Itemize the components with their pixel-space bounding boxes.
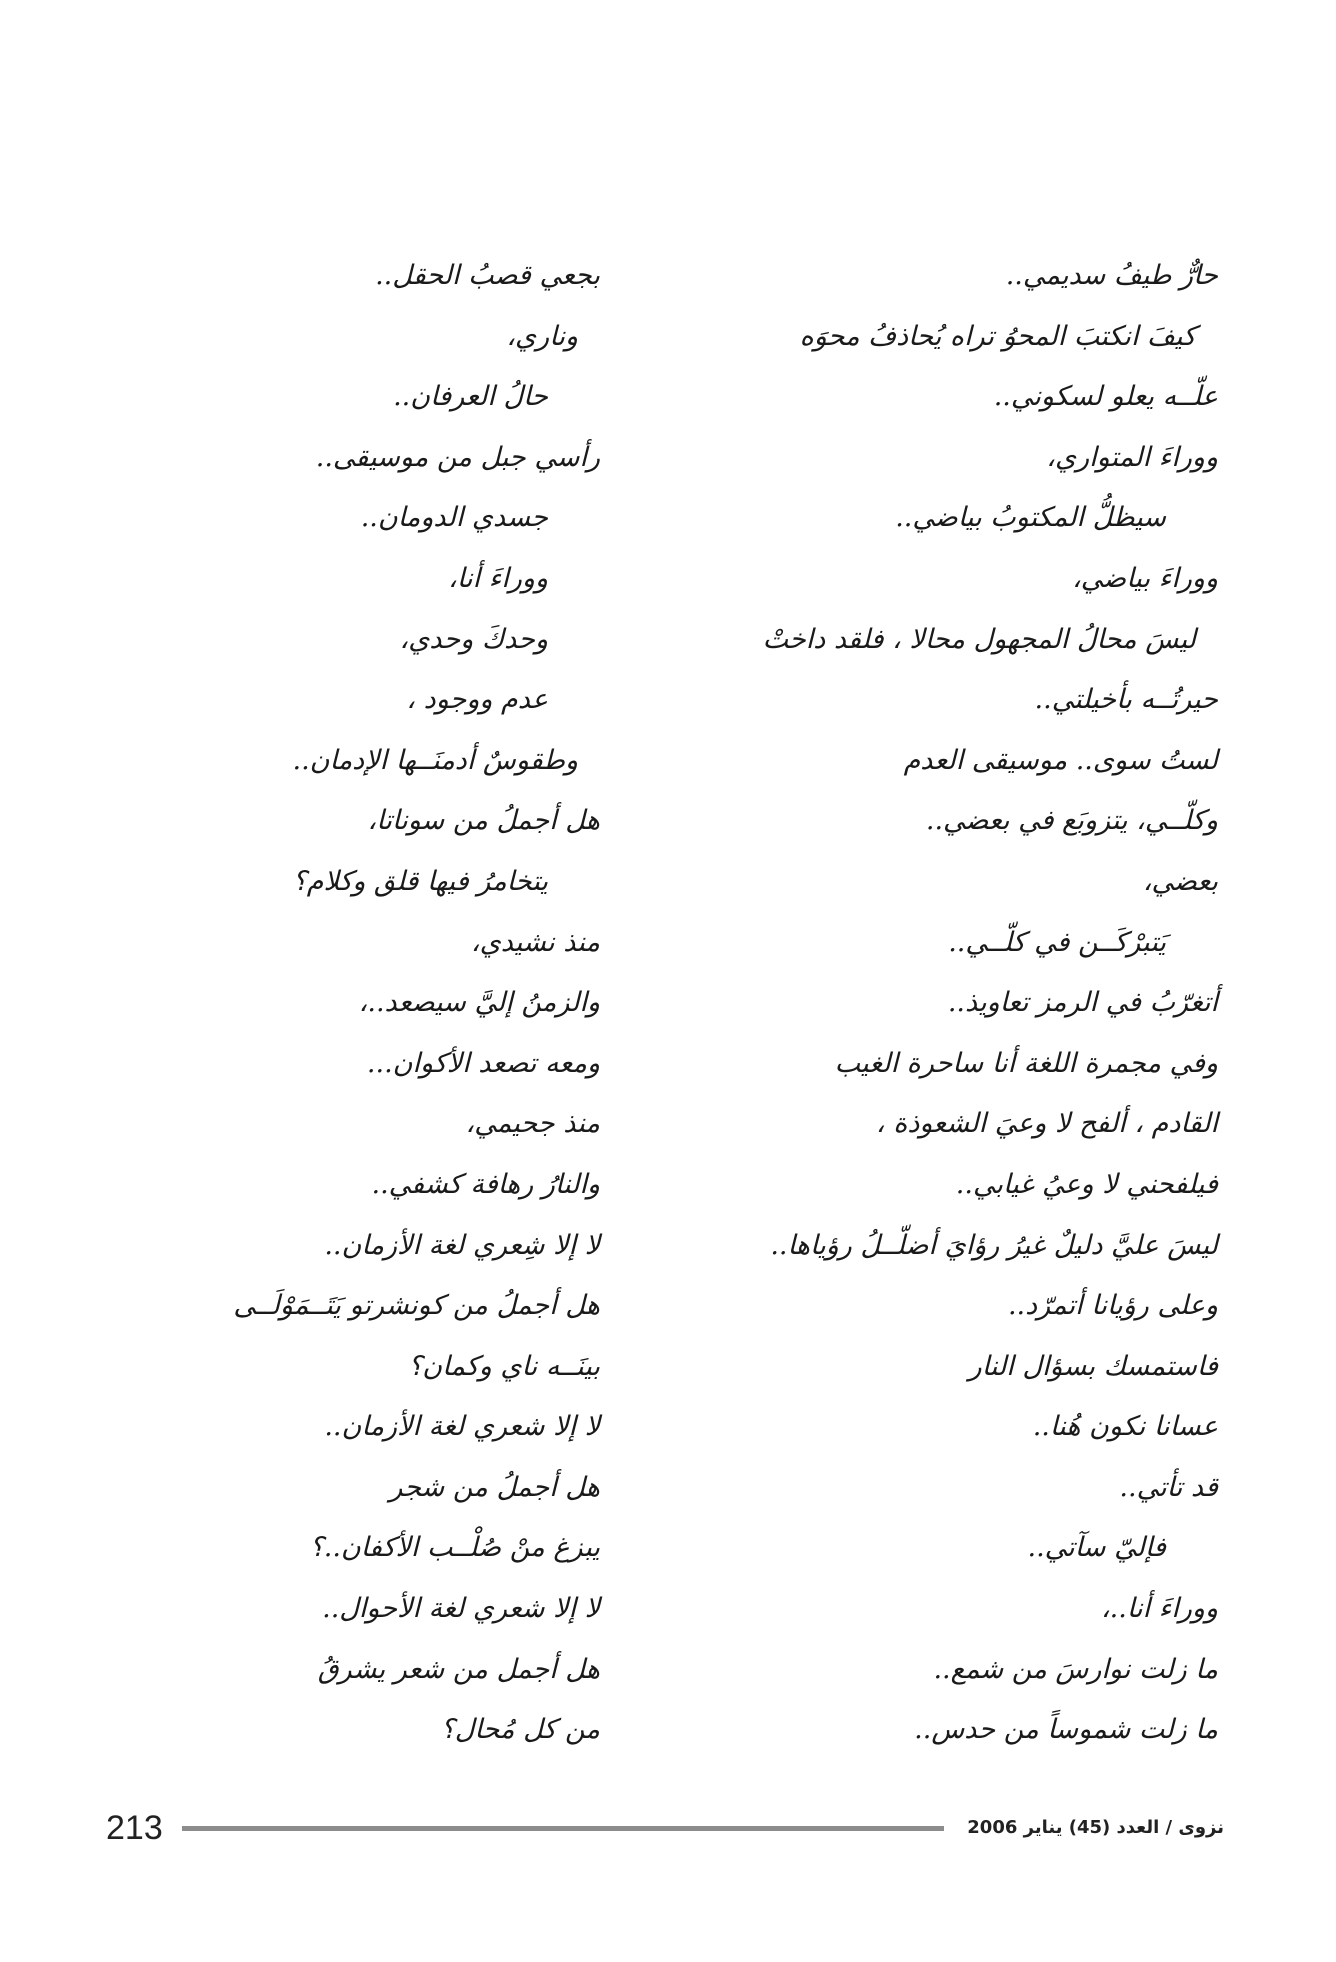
poem-line: وطقوسٌ أدمنَــها الإدمان.. <box>292 744 578 776</box>
poem-line: كيفَ انكتبَ المحوُ تراه يُحاذفُ محوَه <box>799 320 1196 352</box>
poem-line: عدم ووجود ، <box>406 684 548 716</box>
poem-column-right <box>658 256 1218 1771</box>
poem-line: ليسَ عليَّ دليلٌ غيرُ رؤايَ أضلّــلُ رؤياها.. <box>770 1229 1218 1261</box>
poem-line: عسانا نكون هُنا.. <box>1032 1411 1218 1443</box>
poem-line: ووراءَ المتواري، <box>1046 441 1218 473</box>
poem-line: وحدكَ وحدي، <box>399 623 548 655</box>
poem-line: ووراءَ أنا..، <box>1100 1593 1218 1625</box>
poem-line: حارٌّ طيفُ سديمي.. <box>1005 260 1218 291</box>
poem-line: هل أجملُ من كونشرتو يَتَــمَوْلَــى <box>233 1290 600 1322</box>
poem-line: وعلى رؤيانا أتمرّد.. <box>1007 1290 1218 1322</box>
poem-line: منذ نشيدي، <box>470 926 600 958</box>
poem-line: هل أجمل من شعر يشرقُ <box>317 1653 600 1685</box>
poem-line: سيظلُّ المكتوبُ بياضي.. <box>895 502 1166 534</box>
page-number: 213 <box>106 1809 163 1847</box>
poem-line: ومعه تصعد الأكوان... <box>366 1047 600 1079</box>
poem-line: حالُ العرفان.. <box>393 381 548 413</box>
poem-line: وكلّــي، يتزوبَع في بعضي.. <box>925 805 1218 837</box>
poem-line: يَتبرْكَــن في كلّــي.. <box>948 926 1166 958</box>
poem-line: قد تأتي.. <box>1119 1471 1218 1503</box>
poem-line: ما زلت شموساً من حدس.. <box>914 1714 1218 1746</box>
poem-line: والزمنُ إليَّ سيصعد..، <box>358 987 600 1019</box>
poem-line: علّــه يعلو لسكوني.. <box>993 381 1218 413</box>
poem-line: بعضي، <box>1142 865 1218 897</box>
poem-line: يبزغ منْ صُلْــب الأكفان..؟ <box>309 1532 600 1564</box>
poem-line: وناري، <box>506 320 578 352</box>
poem-line: ليسَ محالُ المجهول محالا ، فلقد داختْ <box>762 623 1196 655</box>
poem-line: منذ جحيمي، <box>465 1108 600 1140</box>
poem-line: هل أجملُ من شجر <box>389 1471 600 1503</box>
poem-line: القادم ، ألفح لا وعيَ الشعوذة ، <box>875 1108 1218 1140</box>
poem-line: ما زلت نوارسَ من شمع.. <box>933 1653 1218 1685</box>
poem-line: بجعي قصبُ الحقل.. <box>375 260 600 291</box>
poem-line: لا إلا شِعري لغة الأزمان.. <box>324 1229 600 1261</box>
poem-line: جسدي الدومان.. <box>360 502 548 534</box>
poem-line: فاستمسك بسؤال النار <box>968 1350 1218 1382</box>
issue-info: نزوى / العدد (45) يناير 2006 <box>967 1817 1224 1838</box>
poem-line: فيلفحني لا وعيُ غيابي.. <box>955 1168 1218 1200</box>
poem-line: لا إلا شعري لغة الأزمان.. <box>324 1411 600 1443</box>
poem-line: أتغرّبُ في الرمز تعاويذ.. <box>947 987 1218 1019</box>
footer-rule <box>182 1826 944 1831</box>
poem-line: حيرتُــه بأخيلتي.. <box>1034 684 1218 716</box>
poem-line: بينَــه ناي وكمان؟ <box>407 1350 600 1382</box>
poem-line: لا إلا شعري لغة الأحوال.. <box>322 1593 600 1625</box>
poem-line: وفي مجمرة اللغة أنا ساحرة الغيب <box>834 1047 1218 1079</box>
poem-column-left <box>40 256 600 1771</box>
poem-line: فإليّ سآتي.. <box>1027 1532 1166 1564</box>
poem-line: هل أجملُ من سوناتا، <box>367 805 600 837</box>
page-footer <box>96 1808 1224 1848</box>
poem-line: رأسي جبل من موسيقى.. <box>315 441 600 473</box>
poem-line: لستُ سوى.. موسيقى العدم <box>903 744 1218 776</box>
poem-line: ووراءَ بياضي، <box>1072 562 1218 594</box>
poem-line: والنارُ رهافة كشفي.. <box>371 1168 600 1200</box>
poem-line: من كل مُحال؟ <box>440 1714 600 1746</box>
poem-line: يتخامرُ فيها قلق وكلام؟ <box>292 865 548 897</box>
poem-line: ووراءَ أنا، <box>448 562 548 594</box>
